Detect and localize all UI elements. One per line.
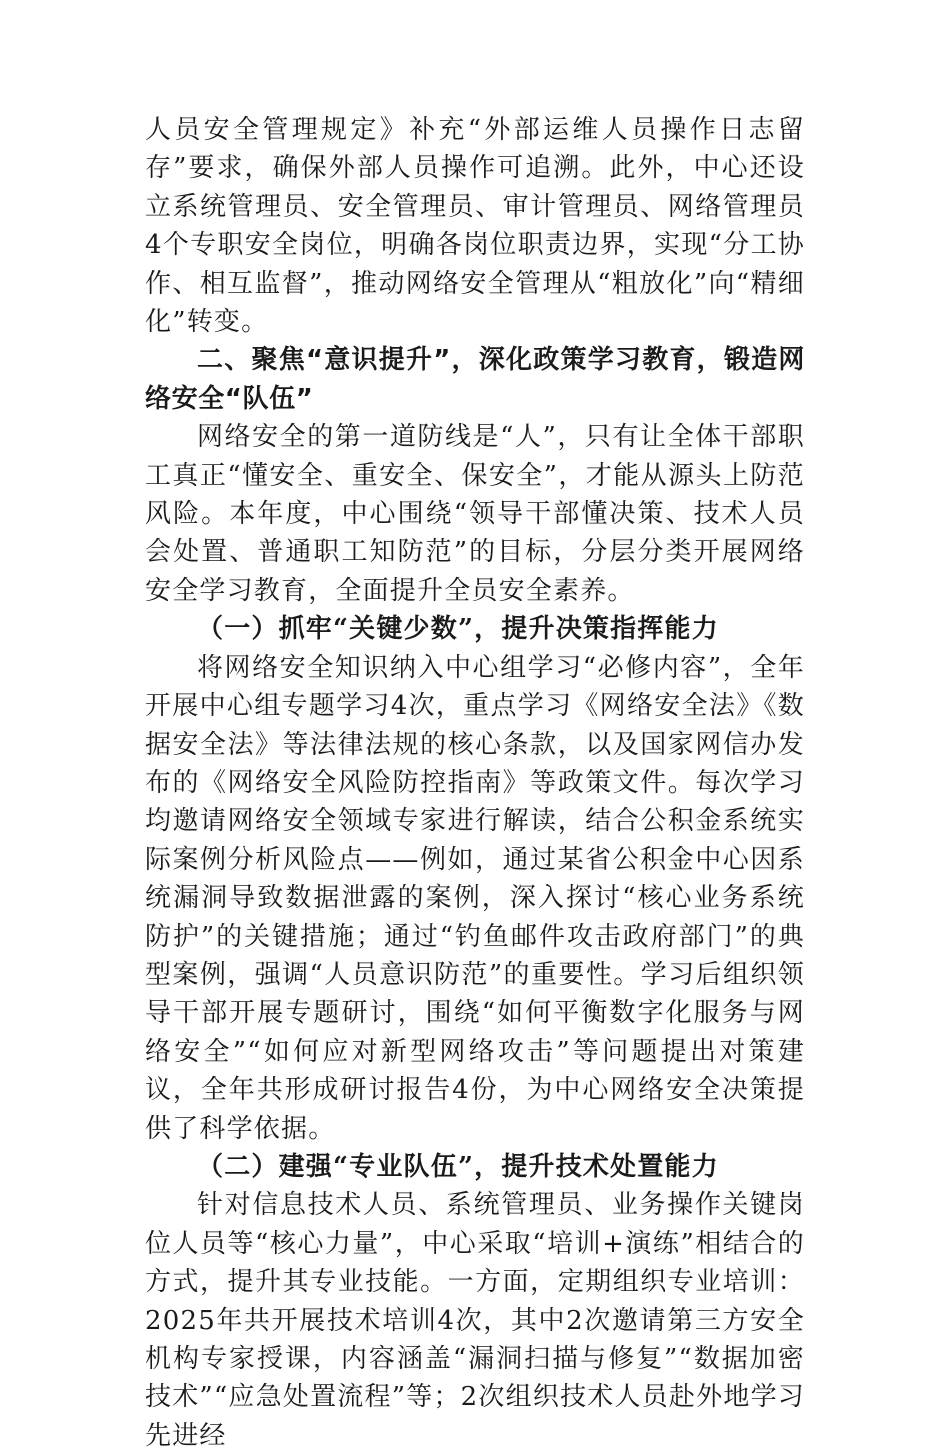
body-paragraph: 针对信息技术人员、系统管理员、业务操作关键岗位人员等“核心力量”，中心采取“培训+演练”相结合的方式，提升其专业技能。一方面，定期组织专业培训：2025年共开展技术培训4次，其中2次邀请第三方安全机构专家授课，内容涵盖“漏洞扫描与修复”“数据加密技术”“应急处置流程”等；2次组织技术人员赴外地学习先进经 — [145, 1190, 805, 1451]
subsection-heading-2: （二）建强“专业队伍”，提升技术处置能力 — [197, 1151, 719, 1182]
section-heading-2: 二、聚焦“意识提升”，深化政策学习教育，锻造网络安全“队伍” — [145, 345, 805, 414]
body-paragraph: 将网络安全知识纳入中心组学习“必修内容”，全年开展中心组专题学习4次，重点学习《网络安全法》《数据安全法》等法律法规的核心条款，以及国家网信办发布的《网络安全风险防控指南》等政策文件。每次学习均邀请网络安全领域专家进行解读，结合公积金系统实际案例分析风险点——例如，通过某省公积金中心因系统漏洞导致数据泄露的案例，深入探讨“核心业务系统防护”的关键措施；通过“钓鱼邮件攻击政府部门”的典型案例，强调“人员意识防范”的重要性。学习后组织领导干部开展专题研讨，围绕“如何平衡数字化服务与网络安全”“如何应对新型网络攻击”等问题提出对策建议，全年共形成研讨报告4份，为中心网络安全决策提供了科学依据。 — [145, 652, 805, 1144]
body-paragraph: 网络安全的第一道防线是“人”，只有让全体干部职工真正“懂安全、重安全、保安全”，才能从源头上防范风险。本年度，中心围绕“领导干部懂决策、技术人员会处置、普通职工知防范”的目标，分层分类开展网络安全学习教育，全面提升全员安全素养。 — [145, 422, 805, 606]
document-body — [145, 111, 805, 1455]
body-paragraph-continued: 人员安全管理规定》补充“外部运维人员操作日志留存”要求，确保外部人员操作可追溯。此外，中心还设立系统管理员、安全管理员、审计管理员、网络管理员4个专职安全岗位，明确各岗位职责边界，实现“分工协作、相互监督”，推动网络安全管理从“粗放化”向“精细化”转变。 — [145, 115, 805, 338]
subsection-heading-1: （一）抓牢“关键少数”，提升决策指挥能力 — [197, 614, 719, 645]
